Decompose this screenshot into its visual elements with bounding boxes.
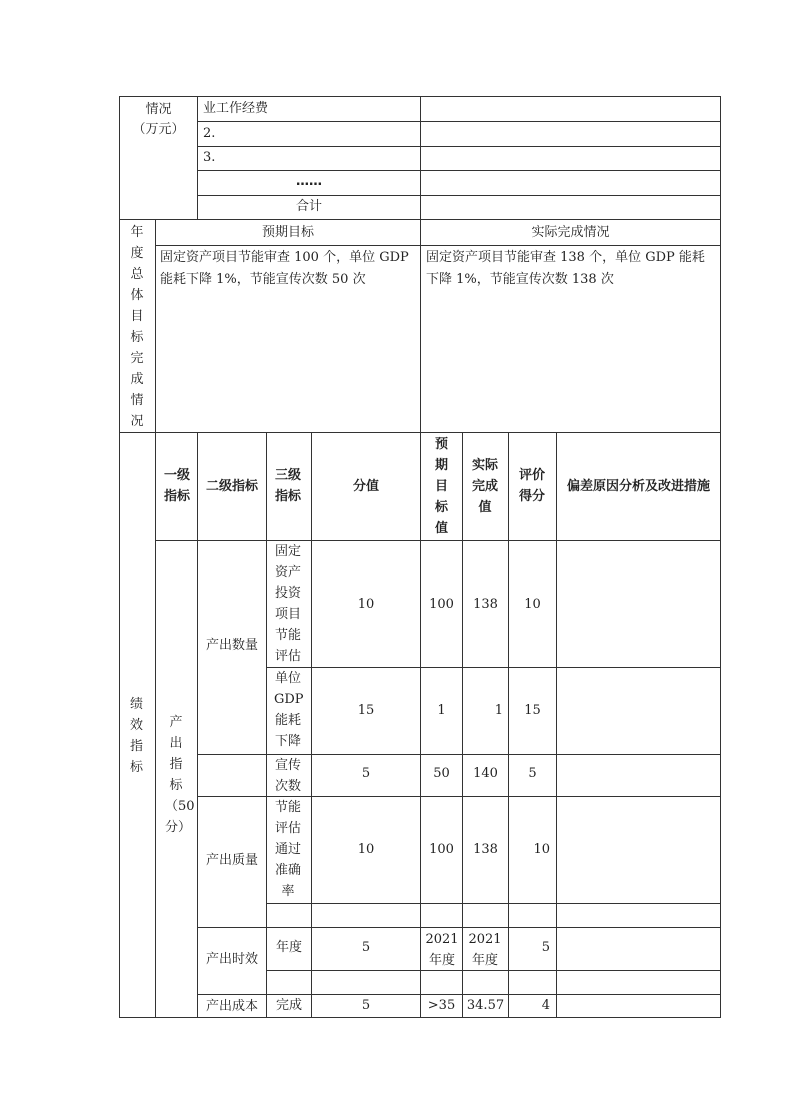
table-line [155, 540, 720, 541]
funding-label [120, 100, 197, 140]
table-row-score: 15 [357, 703, 375, 718]
table-line [197, 927, 720, 928]
table-row-target: 2021年度 [425, 932, 459, 968]
table-row-actual: 140 [473, 766, 498, 781]
table-row-actual: 1 [494, 703, 503, 718]
table-row-target: 50 [433, 766, 450, 781]
table-row-score: 10 [357, 597, 375, 612]
table-line [155, 245, 720, 246]
funding-total-label: 合计 [295, 199, 322, 214]
table-row-indicator: 年度 [275, 940, 302, 955]
header-score: 分值 [352, 479, 379, 494]
table-line [119, 96, 120, 1018]
table-line [420, 96, 421, 433]
annual-goal-label: 年度总体目标完成情况 [130, 225, 144, 429]
header-level3: 三级指标 [274, 468, 301, 504]
header-level1: 一级指标 [163, 468, 190, 504]
table-line [508, 432, 509, 1018]
header-analysis: 偏差原因分析及改进措施 [566, 479, 710, 494]
table-row-target: 100 [429, 842, 454, 857]
table-line [266, 432, 267, 1018]
expected-goal-header: 预期目标 [261, 225, 314, 240]
table-line [197, 994, 720, 995]
header-target: 预期目标值 [434, 437, 448, 536]
table-row-eval: 5 [528, 766, 537, 781]
table-row-indicator: 宣传次数 [274, 758, 301, 794]
table-line [266, 903, 720, 904]
table-row-indicator: 单位GDP能耗下降 [274, 671, 304, 749]
table-row-target: 100 [429, 597, 454, 612]
perf-indicator-label: 绩效指标 [129, 697, 143, 775]
table-row-eval: 15 [524, 703, 541, 718]
table-row-eval: 10 [524, 597, 541, 612]
funding-label-line2: （万元） [132, 122, 185, 137]
table-row-indicator: 节能评估通过准确率 [274, 800, 301, 899]
table-line [266, 667, 720, 668]
table-line [197, 170, 720, 171]
actual-status-header: 实际完成情况 [531, 225, 610, 240]
header-eval: 评价得分 [518, 468, 545, 504]
level1-output-indicator: 产出指标（50分） [165, 715, 195, 835]
table-line [720, 96, 721, 1018]
expected-goal-text: 固定资产项目节能审查 100 个，单位 GDP 能耗下降 1%，节能宣传次数 50 次 [160, 250, 409, 287]
header-actual: 实际完成值 [471, 458, 498, 515]
group-quality: 产出质量 [205, 853, 258, 868]
funding-row-3: 3. [203, 150, 216, 165]
table-line [197, 146, 720, 147]
table-row-actual: 138 [473, 597, 498, 612]
table-row-score: 5 [361, 998, 371, 1013]
group-quantity: 产出数量 [205, 638, 258, 653]
table-row-score: 10 [357, 842, 375, 857]
table-line [197, 121, 720, 122]
funding-label-line1: 情况 [145, 102, 172, 117]
table-line [155, 219, 156, 1018]
table-row-score: 5 [361, 940, 371, 955]
table-row-target: >35 [427, 998, 456, 1013]
table-row-score: 5 [361, 766, 371, 781]
table-row-actual: 138 [473, 842, 498, 857]
table-row-eval: 5 [541, 940, 550, 955]
table-row-eval: 4 [541, 998, 550, 1013]
table-row-target: 1 [437, 703, 446, 718]
table-line [197, 195, 720, 196]
table-row-actual: 34.57 [466, 998, 505, 1013]
table-line [311, 432, 312, 1018]
header-level2: 二级指标 [205, 479, 258, 494]
group-timeliness: 产出时效 [205, 952, 258, 967]
table-line [197, 432, 198, 1018]
actual-status-text: 固定资产项目节能审查 138 个，单位 GDP 能耗下降 1%，节能宣传次数 138 次 [426, 250, 705, 287]
table-row-actual: 2021年度 [468, 932, 502, 968]
funding-row-2: 2. [203, 126, 216, 141]
table-line [556, 432, 557, 1018]
table-row-indicator: 完成 [275, 998, 302, 1013]
table-row-eval: 10 [533, 842, 550, 857]
funding-row-1: 业工作经费 [203, 101, 269, 116]
group-cost: 产出成本 [205, 999, 258, 1014]
funding-row-ellipsis: …… [296, 174, 322, 189]
table-line [462, 432, 463, 1018]
table-row-indicator: 固定资产投资项目节能评估 [274, 544, 301, 664]
table-line [420, 432, 421, 1018]
